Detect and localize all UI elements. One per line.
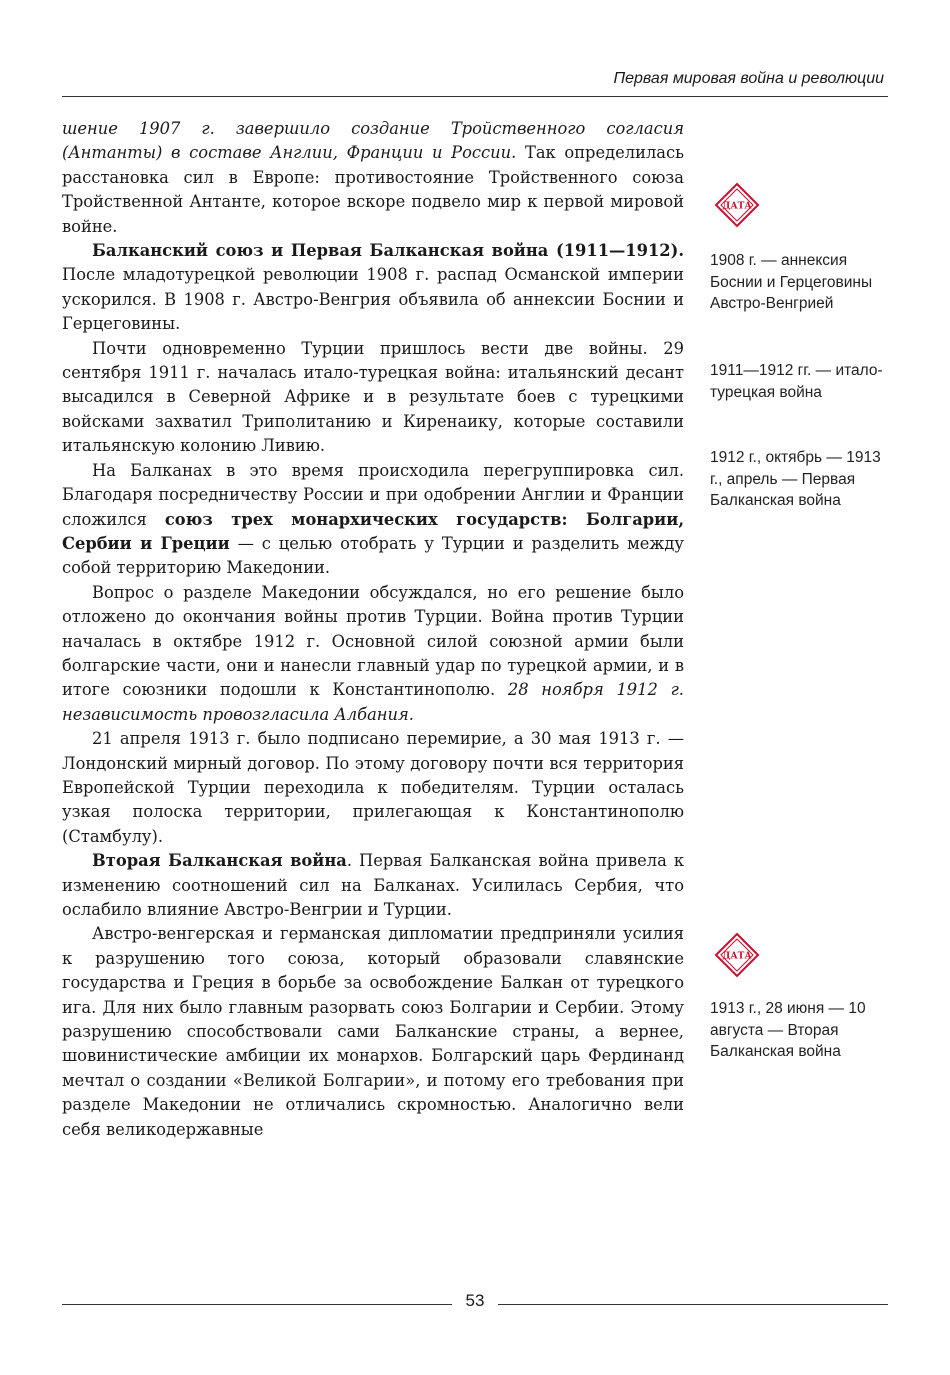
section-heading-second-balkan-war: Вторая Балканская война	[92, 851, 347, 871]
sidebar-note-1	[710, 250, 890, 315]
sidebar-note-3	[710, 447, 890, 512]
paragraph-4	[62, 459, 684, 581]
note-text: 1913 г., 28 июня — 10 августа — Вторая Балканская война	[710, 1000, 866, 1060]
body-text: На Балканах в это время происходила перегруппировка сил. Благодаря посредничеству России и при одобрении Англии и Франции сложился	[62, 460, 684, 529]
header-title: Первая мировая война и революции	[613, 70, 884, 87]
italic-text: 28 ноября 1912 г. независимость провозгласила Албания.	[62, 680, 684, 724]
bold-text: союз трех монархических государств: Болгарии, Сербии и Греции	[62, 509, 684, 553]
page-number: 53	[465, 1291, 485, 1310]
body-text: . Первая Балканская война привела к изменению соотношений сил на Балканах. Усилилась Сербия, что ослабило влияние Австро-Венгрии и Турции.	[62, 851, 684, 919]
paragraph-8: Австро-венгерская и германская дипломатии предприняли усилия к разрушению того союза, который образовали славянские государства и Греция в борьбе за освобождение Балкан от турецкого ига. Для них было главным разорвать союз Болгарии и Сербии. Этому разрушению способствовали сами Балканские страны, а вернее, шовинистические амбиции их монархов. Болгарский царь Фердинанд мечтал о создании «Великой Болгарии», и потому его требования при разделе Македонии не отличались скромностью. Аналогично вели себя великодержавные	[62, 924, 684, 1139]
paragraph-3: Почти одновременно Турции пришлось вести две войны. 29 сентября 1911 г. началась итало-турецкая война: итальянский десант высадился в Северной Африке и в результате боев с турецкими войсками захватил Триполитанию и Киренаику, которые составили итальянскую колонию Ливию.	[62, 338, 684, 456]
note-text: 1908 г. — аннексия Боснии и Герцеговины Австро-Венгрией	[710, 252, 873, 312]
running-header	[62, 66, 888, 97]
body-text: Так определилась расстановка сил в Европе: противостояние Тройственного союза Тройственной Антанте, которое вскоре подвело мир к первой мировой войне.	[62, 143, 684, 236]
date-badge-icon	[714, 182, 760, 228]
note-text: 1911—1912 гг. — итало-турецкая война	[710, 362, 883, 401]
body-text: После младотурецкой революции 1908 г. распад Османской империи ускорился. В 1908 г. Австро-Венгрия объявила об аннексии Боснии и Герцеговины.	[62, 265, 684, 334]
body-text: Вопрос о разделе Македонии обсуждался, но его решение было отложено до окончания войны против Турции. Война против Турции началась в октябре 1912 г. Основной силой союзной армии были болгарские части, они и нанесли главный удар по турецкой армии, и в итоге союзники подошли к Константинополю.	[62, 582, 684, 700]
body-text: — с целью отобрать у Турции и разделить между собой территорию Македонии.	[62, 533, 684, 578]
paragraph-1	[62, 117, 684, 239]
main-text	[62, 117, 684, 1142]
footer-rule-right	[498, 1304, 888, 1305]
badge-label: ДАТА	[722, 951, 752, 962]
footer-rule-left	[62, 1304, 452, 1305]
paragraph-5	[62, 581, 684, 727]
badge-label: ДАТА	[722, 201, 752, 212]
sidebar-note-4	[710, 998, 890, 1063]
section-heading-balkan-union: Балканский союз и Первая Балканская война (1911—1912).	[92, 241, 684, 261]
sidebar-note-2	[710, 360, 890, 403]
note-text: 1912 г., октябрь — 1913 г., апрель — Первая Балканская война	[710, 449, 881, 509]
date-badge-icon	[714, 932, 760, 978]
paragraph-7	[62, 849, 684, 922]
paragraph-2	[62, 239, 684, 337]
paragraph-6: 21 апреля 1913 г. было подписано перемирие, а 30 мая 1913 г. — Лондонский мирный договор. По этому договору почти вся территория Европейской Турции переходила к победителям. Турции осталась узкая полоска территории, прилегающая к Константинополю (Стамбулу).	[62, 729, 684, 846]
italic-text: шение 1907 г. завершило создание Тройственного согласия (Антанты) в составе Англии, Франции и России.	[62, 119, 684, 163]
